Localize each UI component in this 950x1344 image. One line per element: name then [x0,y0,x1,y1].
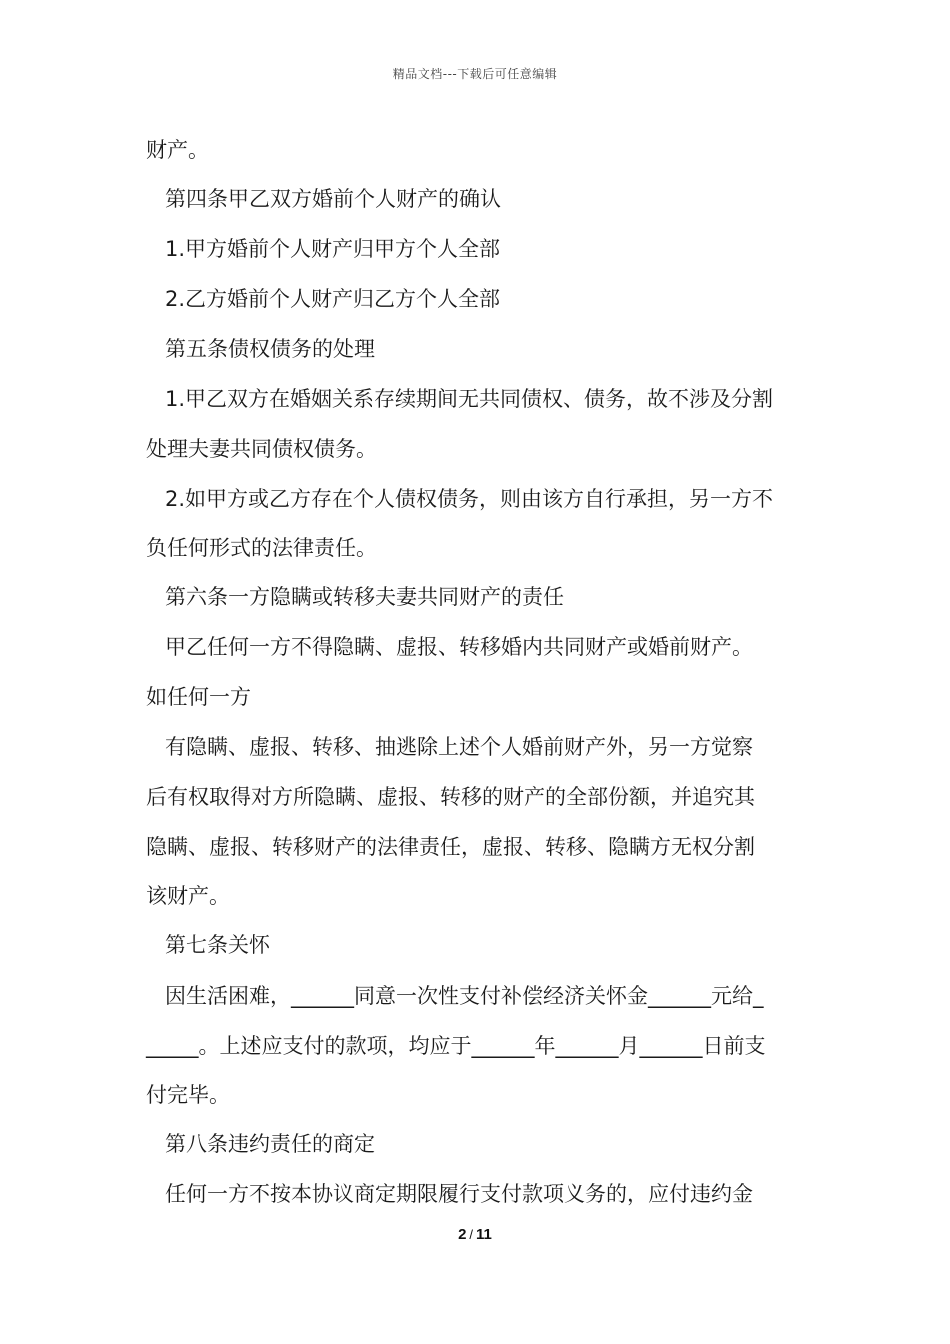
text-line: 1.甲方婚前个人财产归甲方个人全部 [165,237,501,261]
current-page: 2 [458,1226,467,1243]
text-line: 处理夫妻共同债权债务。 [146,437,377,461]
page-number [0,1226,950,1243]
section-heading: 第四条甲乙双方婚前个人财产的确认 [165,187,501,211]
text-line: 付完毕。 [146,1083,230,1107]
text-line: _____。上述应支付的款项，均应于______年______月______日前支 [146,1034,766,1058]
text-line: 该财产。 [146,884,230,908]
text-line: 1.甲乙双方在婚姻关系存续期间无共同债权、债务，故不涉及分割 [165,387,774,411]
section-heading: 第八条违约责任的商定 [165,1132,375,1156]
text-line: 隐瞒、虚报、转移财产的法律责任，虚报、转移、隐瞒方无权分割 [146,835,755,859]
section-heading: 第七条关怀 [165,933,270,957]
text-line: 因生活困难，______同意一次性支付补偿经济关怀金______元给_ [165,984,764,1008]
text-line: 2.如甲方或乙方存在个人债权债务，则由该方自行承担，另一方不 [165,487,774,511]
page-separator: / [469,1227,474,1242]
text-line: 如任何一方 [146,685,251,709]
text-line: 有隐瞒、虚报、转移、抽逃除上述个人婚前财产外，另一方觉察 [165,735,753,759]
text-line: 负任何形式的法律责任。 [146,536,377,560]
total-pages: 11 [476,1226,492,1243]
text-line: 2.乙方婚前个人财产归乙方个人全部 [165,287,501,311]
text-line: 财产。 [146,138,209,162]
text-line: 甲乙任何一方不得隐瞒、虚报、转移婚内共同财产或婚前财产。 [165,635,753,659]
text-line: 任何一方不按本协议商定期限履行支付款项义务的，应付违约金 [165,1182,753,1206]
text-line: 后有权取得对方所隐瞒、虚报、转移的财产的全部份额，并追究其 [146,785,755,809]
section-heading: 第六条一方隐瞒或转移夫妻共同财产的责任 [165,585,564,609]
page-header: 精品文档---下载后可任意编辑 [392,67,558,81]
section-heading: 第五条债权债务的处理 [165,337,375,361]
